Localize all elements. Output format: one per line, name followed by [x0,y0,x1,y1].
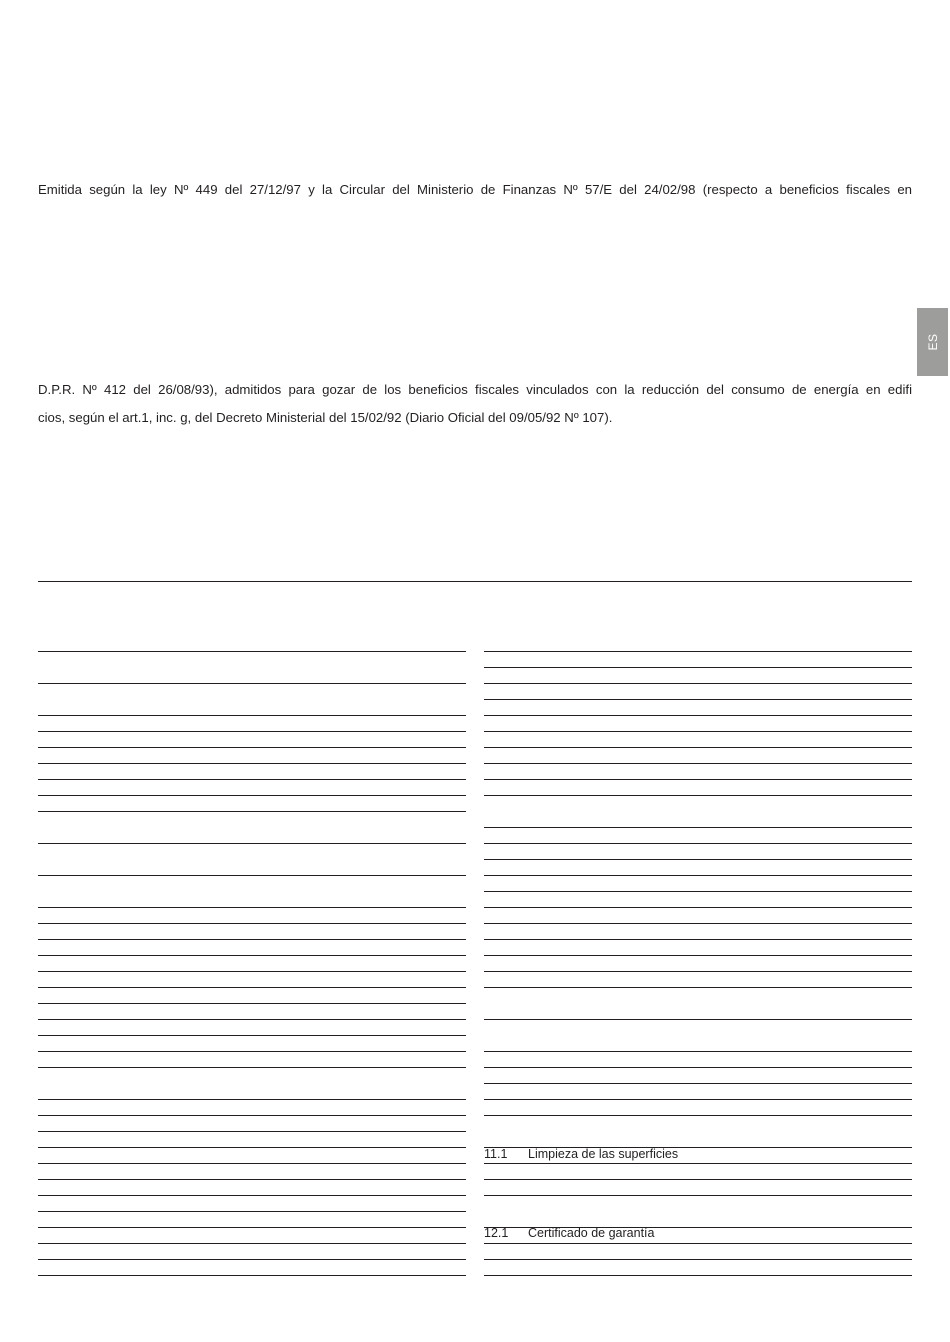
ruled-line [484,843,912,844]
toc-number: 12.1 [484,1226,509,1240]
ruled-line [38,763,466,764]
ruled-line [38,779,466,780]
toc-number: 11.1 [484,1147,508,1161]
intro-line-2: D.P.R. Nº 412 del 26/08/93), admitidos para gozar de los beneficios fiscales vinculados con la reducción del consumo de energía en edifi [38,382,912,397]
ruled-line [38,923,466,924]
ruled-line [38,1227,466,1228]
ruled-line [38,1131,466,1132]
ruled-line [38,1003,466,1004]
ruled-line [38,715,466,716]
ruled-line [484,907,912,908]
ruled-line [38,843,466,844]
ruled-line [484,715,912,716]
intro-line-1: Emitida según la ley Nº 449 del 27/12/97 y la Circular del Ministerio de Finanzas Nº 57/E del 24/02/98 (respecto a beneficios fiscales en [38,182,912,197]
ruled-line [484,1067,912,1068]
ruled-line [38,1051,466,1052]
ruled-line [484,1115,912,1116]
language-tab-label: ES [925,333,940,351]
intro-paragraph-1 [38,176,912,204]
ruled-line [38,1163,466,1164]
ruled-line [484,891,912,892]
ruled-line [38,1099,466,1100]
ruled-line [484,1195,912,1196]
intro-line-3: cios, según el art.1, inc. g, del Decreto Ministerial del 15/02/92 (Diario Oficial del 09/05/92 Nº 107). [38,410,613,425]
ruled-line [484,1179,912,1180]
ruled-line [484,859,912,860]
ruled-line [484,731,912,732]
ruled-line [484,827,912,828]
ruled-line [484,1243,912,1244]
ruled-line [484,779,912,780]
ruled-line [484,1099,912,1100]
toc-entry-cleaning[interactable] [484,1147,678,1161]
ruled-line [38,875,466,876]
ruled-line [38,987,466,988]
ruled-line [484,1275,912,1276]
toc-entry-warranty[interactable] [484,1226,654,1240]
ruled-line [38,747,466,748]
ruled-line [484,1051,912,1052]
ruled-line [38,1067,466,1068]
ruled-line [484,875,912,876]
toc-title: Limpieza de las superficies [528,1147,679,1161]
ruled-line [38,1195,466,1196]
ruled-line [38,1147,466,1148]
ruled-line [484,1083,912,1084]
ruled-line [38,811,466,812]
ruled-line [484,651,912,652]
ruled-line [38,1211,466,1212]
ruled-line [484,955,912,956]
toc-title: Certificado de garantía [528,1226,655,1240]
ruled-line [484,699,912,700]
ruled-line [484,747,912,748]
ruled-line [38,1259,466,1260]
ruled-line [38,907,466,908]
intro-paragraph-2 [38,376,912,432]
ruled-line [38,1019,466,1020]
ruled-line [484,987,912,988]
ruled-line [484,971,912,972]
ruled-line [484,795,912,796]
ruled-line [484,667,912,668]
language-tab[interactable] [917,308,948,376]
ruled-line [38,1115,466,1116]
ruled-line [484,939,912,940]
ruled-line [38,1035,466,1036]
ruled-line [484,683,912,684]
ruled-line [484,1259,912,1260]
ruled-line [484,923,912,924]
ruled-line [38,683,466,684]
ruled-line [38,1179,466,1180]
ruled-line [38,1243,466,1244]
ruled-line [38,971,466,972]
ruled-line [484,1019,912,1020]
ruled-line [38,651,466,652]
ruled-line [38,1275,466,1276]
ruled-line [38,955,466,956]
section-divider [38,581,912,582]
ruled-line [38,939,466,940]
ruled-line [484,1163,912,1164]
ruled-line [484,763,912,764]
ruled-line [38,731,466,732]
ruled-line [38,795,466,796]
